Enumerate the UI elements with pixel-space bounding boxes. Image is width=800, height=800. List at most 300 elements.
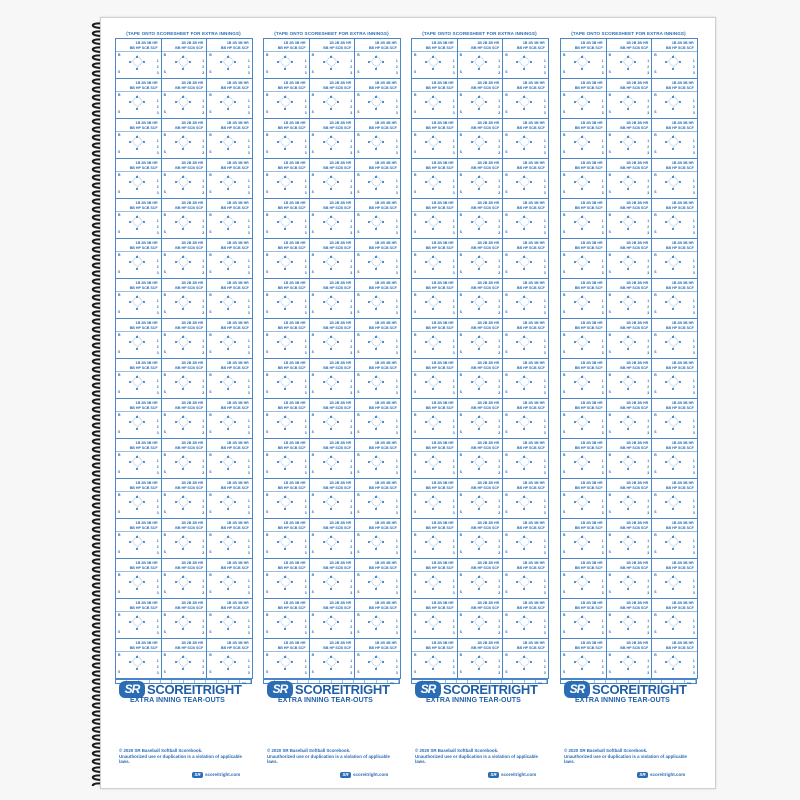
box-divider [458,51,503,52]
out-number: 1 [395,499,398,503]
at-bat-box[interactable] [161,238,208,279]
at-bat-box[interactable] [309,118,356,159]
box-divider [412,331,457,332]
base-dot [368,221,370,223]
base-dot [277,661,279,663]
at-bat-box[interactable] [411,358,458,399]
out-number: 2 [202,345,205,349]
at-bat-box[interactable] [411,438,458,479]
at-bat-box[interactable] [606,358,653,399]
at-bat-box[interactable] [606,198,653,239]
base-dot [291,461,293,463]
box-divider [503,411,548,412]
at-bat-box[interactable] [206,78,253,119]
box-divider [458,491,503,492]
at-bat-box[interactable] [263,158,310,199]
at-bat-box[interactable] [115,198,162,239]
at-bat-box[interactable] [560,478,607,519]
out-number: 2 [601,385,604,389]
base-dot [530,581,532,583]
at-bat-box[interactable] [502,238,549,279]
at-bat-box[interactable] [457,318,504,359]
at-bat-box[interactable] [206,278,253,319]
strike-count-label: S [563,230,566,234]
at-bat-box[interactable] [206,478,253,519]
at-bat-box[interactable] [161,78,208,119]
out-number: 1 [304,659,307,663]
at-bat-box[interactable] [309,518,356,559]
at-bat-box[interactable] [411,78,458,119]
at-bat-box[interactable] [606,318,653,359]
at-bat-box[interactable] [115,118,162,159]
at-bat-box[interactable] [161,598,208,639]
at-bat-box[interactable] [502,558,549,599]
at-bat-box[interactable] [115,358,162,399]
at-bat-box[interactable] [606,598,653,639]
at-bat-box[interactable] [354,398,401,439]
at-bat-box[interactable] [161,118,208,159]
at-bat-box[interactable] [115,518,162,559]
at-bat-box[interactable] [457,38,504,79]
at-bat-box[interactable] [161,358,208,399]
at-bat-box[interactable] [651,238,698,279]
website-link[interactable]: scoreitright.com [205,772,241,777]
at-bat-box[interactable] [560,198,607,239]
hit-types-label: 1B 2B 3B HR [431,361,454,365]
base-dot [478,348,480,350]
at-bat-box[interactable] [206,158,253,199]
at-bat-box[interactable] [651,38,698,79]
at-bat-box[interactable] [560,638,607,679]
at-bat-box[interactable] [354,238,401,279]
website-link[interactable]: scoreitright.com [501,772,537,777]
base-dot [375,628,377,630]
at-bat-box[interactable] [560,518,607,559]
at-bat-box[interactable] [161,398,208,439]
box-divider [561,51,606,52]
at-bat-box[interactable] [161,638,208,679]
at-bat-box[interactable] [606,38,653,79]
at-bat-box[interactable] [457,158,504,199]
out-number: 1 [202,179,205,183]
at-bat-box[interactable] [354,118,401,159]
strike-count-label: S [563,590,566,594]
base-dot [627,96,629,98]
at-bat-box[interactable] [115,318,162,359]
at-bat-box[interactable] [606,78,653,119]
at-bat-box[interactable] [560,238,607,279]
at-bat-box[interactable] [354,198,401,239]
other-outcomes-label: BB HP SCB SCF [129,486,158,490]
at-bat-box[interactable] [651,158,698,199]
at-bat-box[interactable] [115,38,162,79]
at-bat-box[interactable] [263,238,310,279]
at-bat-box[interactable] [606,278,653,319]
out-number: 1 [156,59,159,63]
at-bat-box[interactable] [457,398,504,439]
out-number: 3 [156,311,159,315]
base-dot [516,101,518,103]
out-number: 3 [601,111,604,115]
at-bat-box[interactable] [309,358,356,399]
ball-count-label: B [505,453,508,457]
website-link[interactable]: scoreitright.com [353,772,389,777]
at-bat-box[interactable] [206,638,253,679]
at-bat-box[interactable] [309,278,356,319]
at-bat-box[interactable] [115,438,162,479]
at-bat-box[interactable] [206,318,253,359]
at-bat-box[interactable] [263,638,310,679]
at-bat-box[interactable] [411,518,458,559]
at-bat-box[interactable] [206,598,253,639]
at-bat-box[interactable] [309,558,356,599]
at-bat-box[interactable] [457,198,504,239]
at-bat-box[interactable] [560,558,607,599]
at-bat-box[interactable] [411,118,458,159]
at-bat-box[interactable] [502,638,549,679]
at-bat-box[interactable] [457,278,504,319]
at-bat-box[interactable] [263,518,310,559]
other-outcomes-label: BB HP SCB SCF [574,486,603,490]
at-bat-box[interactable] [263,38,310,79]
out-number: 2 [692,225,695,229]
at-bat-box[interactable] [354,38,401,79]
at-bat-box[interactable] [115,278,162,319]
out-number: 3 [601,631,604,635]
at-bat-box[interactable] [457,438,504,479]
at-bat-box[interactable] [354,438,401,479]
at-bat-box[interactable] [309,158,356,199]
hit-types-label: 1B 2B 3B HR [135,521,158,525]
at-bat-box[interactable] [354,318,401,359]
at-bat-box[interactable] [309,318,356,359]
strike-count-label: S [266,390,269,394]
at-bat-box[interactable] [115,398,162,439]
at-bat-box[interactable] [161,318,208,359]
legal-notice [564,748,694,765]
hit-types-label: 1B 2B 3B HR [477,441,500,445]
at-bat-box[interactable] [606,238,653,279]
at-bat-box[interactable] [651,558,698,599]
at-bat-box[interactable] [560,118,607,159]
at-bat-box[interactable] [502,118,549,159]
at-bat-box[interactable] [502,198,549,239]
at-bat-box[interactable] [651,478,698,519]
at-bat-box[interactable] [502,398,549,439]
at-bat-box[interactable] [560,318,607,359]
ball-count-label: B [414,453,417,457]
at-bat-box[interactable] [457,238,504,279]
at-bat-box[interactable] [502,158,549,199]
at-bat-box[interactable] [115,158,162,199]
at-bat-box[interactable] [457,638,504,679]
at-bat-box[interactable] [161,38,208,79]
at-bat-box[interactable] [606,158,653,199]
at-bat-box[interactable] [651,318,698,359]
base-dot [323,381,325,383]
at-bat-box[interactable] [354,478,401,519]
at-bat-box[interactable] [651,598,698,639]
at-bat-box[interactable] [606,518,653,559]
at-bat-box[interactable] [411,238,458,279]
inning-grid [115,38,252,678]
at-bat-box[interactable] [411,38,458,79]
base-dot [620,661,622,663]
base-dot [679,621,681,623]
at-bat-box[interactable] [115,598,162,639]
other-outcomes-label: BB HP SCB SCF [574,606,603,610]
base-dot [129,661,131,663]
at-bat-box[interactable] [161,478,208,519]
at-bat-box[interactable] [651,358,698,399]
at-bat-box[interactable] [115,558,162,599]
at-bat-box[interactable] [651,398,698,439]
box-divider [652,451,697,452]
base-dot [136,148,138,150]
at-bat-box[interactable] [411,318,458,359]
legal-notice [119,748,249,765]
out-number: 2 [156,225,159,229]
other-outcomes-label: BB HP SCB SCF [574,646,603,650]
at-bat-box[interactable] [606,558,653,599]
at-bat-box[interactable] [457,558,504,599]
at-bat-box[interactable] [502,518,549,559]
box-divider [561,611,606,612]
strike-count-label: S [163,310,166,314]
base-dot [581,616,583,618]
at-bat-box[interactable] [560,438,607,479]
at-bat-box[interactable] [651,518,698,559]
at-bat-box[interactable] [651,278,698,319]
at-bat-box[interactable] [502,598,549,639]
at-bat-box[interactable] [263,118,310,159]
out-number: 2 [452,65,455,69]
other-outcomes-label: BB HP SCB SCF [516,246,545,250]
at-bat-box[interactable] [354,278,401,319]
at-bat-box[interactable] [502,438,549,479]
out-number: 1 [452,659,455,663]
out-number: 3 [647,351,650,355]
at-bat-box[interactable] [651,198,698,239]
at-bat-box[interactable] [161,438,208,479]
at-bat-box[interactable] [411,158,458,199]
at-bat-box[interactable] [206,518,253,559]
at-bat-box[interactable] [263,78,310,119]
at-bat-box[interactable] [115,478,162,519]
at-bat-box[interactable] [606,638,653,679]
at-bat-box[interactable] [502,278,549,319]
at-bat-box[interactable] [263,598,310,639]
at-bat-box[interactable] [354,558,401,599]
at-bat-box[interactable] [354,158,401,199]
hit-types-label: 1B 2B 3B HR [329,241,352,245]
hit-types-label: 1B 2B 3B HR [135,641,158,645]
at-bat-box[interactable] [161,278,208,319]
at-bat-box[interactable] [411,398,458,439]
at-bat-box[interactable] [457,598,504,639]
ball-count-label: B [505,493,508,497]
other-outcomes-label: BB HP SCB SCF [277,366,306,370]
at-bat-box[interactable] [263,438,310,479]
at-bat-box[interactable] [502,318,549,359]
at-bat-box[interactable] [651,118,698,159]
at-bat-box[interactable] [606,118,653,159]
at-bat-box[interactable] [411,558,458,599]
at-bat-box[interactable] [411,478,458,519]
at-bat-box[interactable] [354,638,401,679]
at-bat-box[interactable] [309,198,356,239]
at-bat-box[interactable] [411,278,458,319]
ball-count-label: B [163,333,167,337]
at-bat-box[interactable] [606,478,653,519]
base-dot [182,548,184,550]
ball-count-label: B [414,373,417,377]
at-bat-box[interactable] [502,358,549,399]
at-bat-box[interactable] [560,598,607,639]
at-bat-box[interactable] [206,118,253,159]
hit-types-label: 1B 2B 3B HR [226,601,249,605]
at-bat-box[interactable] [457,358,504,399]
out-number: 3 [350,311,353,315]
at-bat-box[interactable] [651,78,698,119]
hit-types-label: 1B 2B 3B HR [135,441,158,445]
at-bat-box[interactable] [560,158,607,199]
base-dot [627,376,629,378]
at-bat-box[interactable] [206,198,253,239]
base-dot [523,68,525,70]
at-bat-box[interactable] [161,558,208,599]
ball-count-label: B [505,573,508,577]
at-bat-box[interactable] [161,158,208,199]
other-outcomes-label: BB HP SCB SCF [516,406,545,410]
at-bat-box[interactable] [309,478,356,519]
out-number: 2 [350,465,353,469]
at-bat-box[interactable] [560,358,607,399]
at-bat-box[interactable] [457,478,504,519]
at-bat-box[interactable] [115,638,162,679]
hit-types-label: 1B 2B 3B HR [283,81,306,85]
at-bat-box[interactable] [411,198,458,239]
ball-count-label: B [505,213,508,217]
at-bat-box[interactable] [206,398,253,439]
out-number: 3 [543,631,546,635]
ball-count-label: B [654,653,657,657]
box-divider [162,611,207,612]
strike-count-label: S [608,190,611,194]
out-number: 2 [692,505,695,509]
at-bat-box[interactable] [560,38,607,79]
at-bat-box[interactable] [502,478,549,519]
at-bat-box[interactable] [206,358,253,399]
at-bat-box[interactable] [115,238,162,279]
at-bat-box[interactable] [309,638,356,679]
at-bat-box[interactable] [651,638,698,679]
at-bat-box[interactable] [457,78,504,119]
at-bat-box[interactable] [263,558,310,599]
out-number: 1 [395,259,398,263]
ball-count-label: B [118,573,121,577]
box-divider [207,131,252,132]
at-bat-box[interactable] [309,78,356,119]
at-bat-box[interactable] [354,358,401,399]
at-bat-box[interactable] [161,518,208,559]
out-number: 1 [247,219,250,223]
at-bat-box[interactable] [560,278,607,319]
at-bat-box[interactable] [354,518,401,559]
at-bat-box[interactable] [263,398,310,439]
box-divider [412,291,457,292]
base-dot [330,96,332,98]
at-bat-box[interactable] [263,478,310,519]
out-number: 2 [350,185,353,189]
at-bat-box[interactable] [263,198,310,239]
out-number: 2 [452,425,455,429]
at-bat-box[interactable] [206,238,253,279]
base-dot [588,421,590,423]
at-bat-box[interactable] [457,118,504,159]
strike-count-label: S [654,230,657,234]
at-bat-box[interactable] [263,358,310,399]
base-dot [432,468,434,470]
strip-header: (TAPE ONTO SCORESHEET FOR EXTRA INNINGS) [571,31,686,36]
out-number: 2 [350,145,353,149]
at-bat-box[interactable] [206,558,253,599]
at-bat-box[interactable] [411,638,458,679]
at-bat-box[interactable] [502,38,549,79]
at-bat-box[interactable] [651,438,698,479]
at-bat-box[interactable] [309,598,356,639]
website-link[interactable]: scoreitright.com [650,772,686,777]
at-bat-box[interactable] [606,438,653,479]
at-bat-box[interactable] [457,518,504,559]
at-bat-box[interactable] [309,238,356,279]
out-number: 2 [156,145,159,149]
at-bat-box[interactable] [502,78,549,119]
strike-count-label: S [118,430,121,434]
brand-subtitle: EXTRA INNING TEAR-OUTS [575,697,670,704]
at-bat-box[interactable] [560,78,607,119]
base-dot [136,108,138,110]
out-number: 2 [156,265,159,269]
at-bat-box[interactable] [354,598,401,639]
base-dot [330,428,332,430]
at-bat-box[interactable] [263,278,310,319]
at-bat-box[interactable] [309,38,356,79]
copyright-line: © 2020 SR Baseball Softball Scorebook. [119,748,203,753]
base-dot [284,508,286,510]
at-bat-box[interactable] [161,198,208,239]
ball-count-label: B [163,253,167,257]
at-bat-box[interactable] [606,398,653,439]
at-bat-box[interactable] [560,398,607,439]
base-dot [368,381,370,383]
at-bat-box[interactable] [263,318,310,359]
at-bat-box[interactable] [115,78,162,119]
at-bat-box[interactable] [309,398,356,439]
hit-types-label: 1B 2B 3B HR [329,561,352,565]
at-bat-box[interactable] [411,598,458,639]
at-bat-box[interactable] [354,78,401,119]
ball-count-label: B [266,293,269,297]
base-dot [382,421,384,423]
base-dot [581,188,583,190]
at-bat-box[interactable] [309,438,356,479]
out-number: 2 [692,465,695,469]
out-number: 2 [498,545,501,549]
at-bat-box[interactable] [206,438,253,479]
at-bat-box[interactable] [206,38,253,79]
strike-count-label: S [414,430,417,434]
